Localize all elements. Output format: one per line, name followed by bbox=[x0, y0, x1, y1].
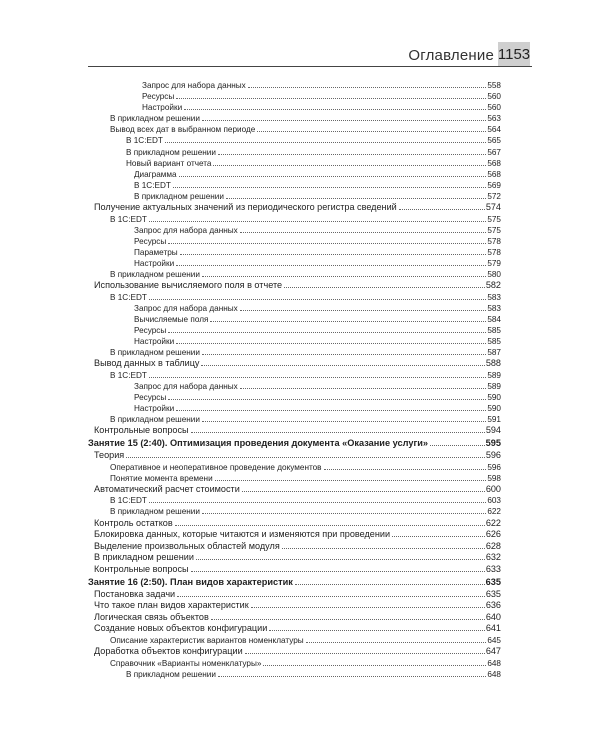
toc-entry-title: Ресурсы bbox=[142, 92, 175, 102]
leader-dots bbox=[173, 187, 486, 188]
toc-entry-page: 568 bbox=[487, 158, 501, 168]
toc-entry[interactable] bbox=[88, 202, 501, 214]
toc-entry-page: 648 bbox=[487, 658, 501, 668]
toc-entry-title: Запрос для набора данных bbox=[134, 303, 238, 313]
toc-entry-title: Параметры bbox=[134, 247, 178, 257]
toc-entry-page: 564 bbox=[487, 125, 501, 135]
leader-dots bbox=[215, 480, 487, 481]
toc-entry-title: Использование вычисляемого поля в отчете bbox=[94, 280, 283, 291]
leader-dots bbox=[284, 287, 485, 288]
toc-entry[interactable] bbox=[88, 358, 501, 370]
toc-entry[interactable] bbox=[88, 169, 501, 180]
toc-entry-page: 594 bbox=[485, 425, 501, 436]
toc-entry-page: 563 bbox=[487, 114, 501, 124]
leader-dots bbox=[175, 525, 485, 526]
toc-entry[interactable] bbox=[88, 102, 501, 113]
toc-entry[interactable] bbox=[88, 518, 501, 530]
toc-entry[interactable] bbox=[88, 280, 501, 292]
toc-entry-page: 583 bbox=[487, 292, 501, 302]
leader-dots bbox=[179, 176, 487, 177]
toc-entry-page: 565 bbox=[487, 136, 501, 146]
toc-entry-page: 584 bbox=[487, 314, 501, 324]
toc-entry-title: Контрольные вопросы bbox=[94, 425, 189, 436]
leader-dots bbox=[168, 332, 486, 333]
toc-entry-page: 578 bbox=[487, 236, 501, 246]
toc-entry-title: В 1C:EDT bbox=[110, 214, 147, 224]
toc-entry-page: 622 bbox=[485, 517, 501, 528]
toc-entry-page: 635 bbox=[485, 576, 501, 587]
toc-entry-title: Вывод данных в таблицу bbox=[94, 358, 200, 369]
toc-entry-title: Ресурсы bbox=[134, 326, 167, 336]
toc-entry-page: 635 bbox=[485, 588, 501, 599]
leader-dots bbox=[202, 513, 486, 514]
toc-entry[interactable] bbox=[88, 236, 501, 247]
toc-entry[interactable] bbox=[88, 191, 501, 202]
toc-entry-page: 588 bbox=[485, 358, 501, 369]
toc-entry[interactable] bbox=[88, 258, 501, 269]
toc-entry-title: В прикладном решении bbox=[110, 415, 200, 425]
toc-entry-title: В 1C:EDT bbox=[134, 180, 171, 190]
toc-entry-page: 574 bbox=[485, 202, 501, 213]
leader-dots bbox=[251, 607, 485, 608]
leader-dots bbox=[430, 445, 485, 446]
toc-entry-title: Новый вариант отчета bbox=[126, 158, 212, 168]
toc-entry[interactable] bbox=[88, 113, 501, 124]
toc-entry-title: Оперативное и неоперативное проведение документов bbox=[110, 462, 322, 472]
toc-entry[interactable] bbox=[88, 336, 501, 347]
leader-dots bbox=[240, 232, 487, 233]
leader-dots bbox=[295, 584, 485, 585]
toc-entry-page: 596 bbox=[485, 450, 501, 460]
leader-dots bbox=[218, 676, 486, 677]
toc-lesson-entry[interactable] bbox=[88, 437, 501, 450]
leader-dots bbox=[211, 619, 485, 620]
toc-entry[interactable] bbox=[88, 269, 501, 280]
page-header bbox=[0, 0, 600, 70]
leader-dots bbox=[149, 221, 486, 222]
leader-dots bbox=[282, 548, 485, 549]
toc-entry-page: 600 bbox=[485, 483, 501, 494]
toc-entry[interactable] bbox=[88, 669, 501, 680]
leader-dots bbox=[263, 665, 486, 666]
leader-dots bbox=[126, 457, 485, 458]
toc-entry-title: Контрольные вопросы bbox=[94, 563, 189, 574]
toc-entry-title: Создание новых объектов конфигурации bbox=[94, 623, 268, 634]
toc-entry-page: 647 bbox=[485, 646, 501, 656]
toc-entry-title: Что такое план видов характеристик bbox=[94, 600, 249, 611]
leader-dots bbox=[176, 410, 486, 411]
leader-dots bbox=[269, 630, 485, 631]
toc-entry-page: 632 bbox=[485, 552, 501, 563]
toc-entry-page: 578 bbox=[487, 247, 501, 257]
leader-dots bbox=[165, 142, 486, 143]
toc-entry[interactable] bbox=[88, 425, 501, 437]
toc-entry-title: Выделение произвольных областей модуля bbox=[94, 540, 280, 551]
toc-entry[interactable] bbox=[88, 529, 501, 541]
toc-entry[interactable] bbox=[88, 462, 501, 473]
header-rule bbox=[88, 66, 532, 67]
toc-entry[interactable] bbox=[88, 225, 501, 236]
leader-dots bbox=[180, 254, 487, 255]
toc-entry-title: Получение актуальных значений из периодического регистра сведений bbox=[94, 202, 397, 213]
toc-entry[interactable] bbox=[88, 484, 501, 496]
toc-entry-page: 596 bbox=[487, 462, 501, 472]
toc-entry-page: 626 bbox=[485, 529, 501, 540]
toc-entry-title: В прикладном решении bbox=[126, 147, 216, 157]
toc-entry-title: В прикладном решении bbox=[94, 552, 194, 563]
toc-entry-page: 568 bbox=[487, 169, 501, 179]
leader-dots bbox=[306, 642, 487, 643]
toc-entry-title: Настройки bbox=[134, 259, 175, 268]
toc-entry-page: 560 bbox=[487, 103, 501, 113]
toc-entry[interactable] bbox=[88, 91, 501, 102]
toc-entry[interactable] bbox=[88, 658, 501, 669]
toc-entry-page: 640 bbox=[485, 611, 501, 622]
toc-entry[interactable] bbox=[88, 381, 501, 392]
toc-entry[interactable] bbox=[88, 541, 501, 553]
leader-dots bbox=[257, 131, 486, 132]
toc-entry-title: Настройки bbox=[134, 404, 175, 414]
toc-entry-title: Ресурсы bbox=[134, 393, 167, 403]
toc-entry-page: 585 bbox=[487, 326, 501, 336]
toc-entry[interactable] bbox=[88, 612, 501, 624]
toc-entry[interactable] bbox=[88, 370, 501, 381]
toc-entry[interactable] bbox=[88, 292, 501, 303]
toc-entry-page: 589 bbox=[487, 370, 501, 380]
toc-entry[interactable] bbox=[88, 552, 501, 564]
toc-entry-page: 560 bbox=[487, 92, 501, 102]
leader-dots bbox=[392, 536, 485, 537]
toc-entry-title: Справочник «Варианты номенклатуры» bbox=[110, 658, 262, 668]
toc-entry-page: 583 bbox=[487, 303, 501, 313]
toc-entry-page: 582 bbox=[485, 280, 501, 291]
toc-entry-page: 585 bbox=[487, 337, 501, 347]
leader-dots bbox=[226, 198, 486, 199]
toc-entry-page: 591 bbox=[487, 415, 501, 425]
leader-dots bbox=[240, 310, 487, 311]
toc-entry-title: В прикладном решении bbox=[110, 507, 200, 517]
toc-lesson-entry[interactable] bbox=[88, 576, 501, 589]
toc-entry-page: 580 bbox=[487, 270, 501, 280]
toc-entry-title: Автоматический расчет стоимости bbox=[94, 483, 240, 494]
toc-entry-title: В прикладном решении bbox=[110, 348, 200, 358]
toc-entry[interactable] bbox=[88, 564, 501, 576]
toc-entry-page: 641 bbox=[485, 623, 501, 634]
toc-entry[interactable] bbox=[88, 623, 501, 635]
toc-entry-title: В прикладном решении bbox=[110, 114, 200, 124]
leader-dots bbox=[191, 432, 485, 433]
leader-dots bbox=[176, 343, 486, 344]
toc-entry-title: В прикладном решении bbox=[110, 270, 200, 280]
toc-entry-title: Вывод всех дат в выбранном периоде bbox=[110, 125, 256, 135]
toc-entry-title: Запрос для набора данных bbox=[134, 225, 238, 235]
toc-entry-title: В 1C:EDT bbox=[110, 292, 147, 302]
leader-dots bbox=[176, 98, 486, 99]
toc-entry-page: 636 bbox=[485, 600, 501, 611]
leader-dots bbox=[184, 109, 486, 110]
toc-entry[interactable] bbox=[88, 325, 501, 336]
toc-entry[interactable] bbox=[88, 135, 501, 146]
leader-dots bbox=[168, 243, 486, 244]
toc-entry[interactable] bbox=[88, 473, 501, 484]
toc-entry[interactable] bbox=[88, 180, 501, 191]
toc-entry-page: 590 bbox=[487, 404, 501, 414]
toc-entry-page: 569 bbox=[487, 180, 501, 190]
leader-dots bbox=[218, 154, 486, 155]
toc-entry-page: 587 bbox=[487, 348, 501, 358]
toc-entry-page: 622 bbox=[487, 507, 501, 517]
toc-entry-title: Описание характеристик вариантов номенклатуры bbox=[110, 635, 304, 645]
leader-dots bbox=[240, 388, 487, 389]
leader-dots bbox=[149, 299, 486, 300]
leader-dots bbox=[210, 321, 486, 322]
toc-entry-page: 589 bbox=[487, 382, 501, 392]
toc-entry[interactable] bbox=[88, 247, 501, 258]
toc-entry-title: Настройки bbox=[134, 337, 175, 347]
leader-dots bbox=[191, 571, 485, 572]
running-head-title: Оглавление bbox=[408, 47, 494, 64]
leader-dots bbox=[149, 502, 486, 503]
toc-entry-title: Занятие 15 (2:40). Оптимизация проведения документа «Оказание услуги» bbox=[88, 438, 429, 448]
toc-entry-title: Запрос для набора данных bbox=[134, 382, 238, 392]
toc-entry-title: В 1C:EDT bbox=[126, 136, 163, 146]
toc-entry[interactable] bbox=[88, 506, 501, 517]
toc-entry-title: Контроль остатков bbox=[94, 517, 173, 528]
toc-entry-title: Логическая связь объектов bbox=[94, 611, 209, 622]
leader-dots bbox=[202, 276, 486, 277]
toc-entry-page: 595 bbox=[485, 438, 501, 448]
toc-entry-page: 572 bbox=[487, 191, 501, 201]
toc-entry-page: 645 bbox=[487, 635, 501, 645]
toc-entry[interactable] bbox=[88, 589, 501, 601]
leader-dots bbox=[245, 653, 485, 654]
toc-entry-title: В 1C:EDT bbox=[110, 496, 147, 506]
toc-entry[interactable] bbox=[88, 414, 501, 425]
toc-entry-page: 558 bbox=[487, 81, 501, 90]
toc-entry-title: Диаграмма bbox=[134, 169, 177, 179]
toc-entry-page: 579 bbox=[487, 259, 501, 268]
toc-entry[interactable] bbox=[88, 214, 501, 225]
leader-dots bbox=[202, 354, 486, 355]
toc-entry[interactable] bbox=[88, 314, 501, 325]
toc-entry-page: 633 bbox=[485, 563, 501, 574]
toc-entry-title: Вычисляемые поля bbox=[134, 314, 209, 324]
toc-entry[interactable] bbox=[88, 158, 501, 169]
toc-entry-title: Теория bbox=[94, 450, 125, 460]
toc-entry-page: 598 bbox=[487, 473, 501, 483]
toc-entry[interactable] bbox=[88, 124, 501, 135]
leader-dots bbox=[202, 120, 486, 121]
toc-entry-title: Ресурсы bbox=[134, 236, 167, 246]
toc-entry[interactable] bbox=[88, 392, 501, 403]
leader-dots bbox=[248, 87, 487, 88]
toc-entry-title: Блокировка данных, которые читаются и изменяются при проведении bbox=[94, 529, 391, 540]
toc-entry-title: Запрос для набора данных bbox=[142, 81, 246, 90]
leader-dots bbox=[202, 421, 486, 422]
toc-entry-page: 648 bbox=[487, 669, 501, 679]
toc-entry-page: 567 bbox=[487, 147, 501, 157]
leader-dots bbox=[149, 377, 486, 378]
toc-entry[interactable] bbox=[88, 635, 501, 646]
toc-entry-title: В прикладном решении bbox=[134, 191, 224, 201]
toc-entry[interactable] bbox=[88, 600, 501, 612]
toc-entry-title: В прикладном решении bbox=[126, 669, 216, 679]
toc-entry[interactable] bbox=[88, 403, 501, 414]
toc-entry-title: Настройки bbox=[142, 103, 183, 113]
toc-entry[interactable] bbox=[88, 80, 501, 91]
table-of-contents bbox=[88, 80, 501, 680]
toc-entry[interactable] bbox=[88, 450, 501, 462]
leader-dots bbox=[177, 596, 485, 597]
leader-dots bbox=[168, 399, 486, 400]
leader-dots bbox=[242, 491, 485, 492]
toc-entry-page: 590 bbox=[487, 393, 501, 403]
toc-entry[interactable] bbox=[88, 303, 501, 314]
toc-entry[interactable] bbox=[88, 646, 501, 658]
leader-dots bbox=[324, 469, 487, 470]
page-number: 1153 bbox=[498, 42, 530, 66]
leader-dots bbox=[176, 265, 486, 266]
toc-entry-page: 628 bbox=[485, 540, 501, 551]
toc-entry[interactable] bbox=[88, 347, 501, 358]
toc-entry-title: Доработка объектов конфигурации bbox=[94, 646, 243, 656]
leader-dots bbox=[201, 365, 484, 366]
leader-dots bbox=[213, 165, 486, 166]
toc-entry-page: 603 bbox=[487, 496, 501, 506]
toc-entry[interactable] bbox=[88, 495, 501, 506]
toc-entry-title: Занятие 16 (2:50). План видов характеристик bbox=[88, 576, 293, 587]
toc-entry-page: 575 bbox=[487, 214, 501, 224]
toc-entry-title: Понятие момента времени bbox=[110, 473, 213, 483]
leader-dots bbox=[196, 559, 485, 560]
toc-entry-title: Постановка задачи bbox=[94, 588, 176, 599]
toc-entry[interactable] bbox=[88, 147, 501, 158]
toc-entry-title: В 1C:EDT bbox=[110, 370, 147, 380]
leader-dots bbox=[399, 209, 485, 210]
toc-entry-page: 575 bbox=[487, 225, 501, 235]
